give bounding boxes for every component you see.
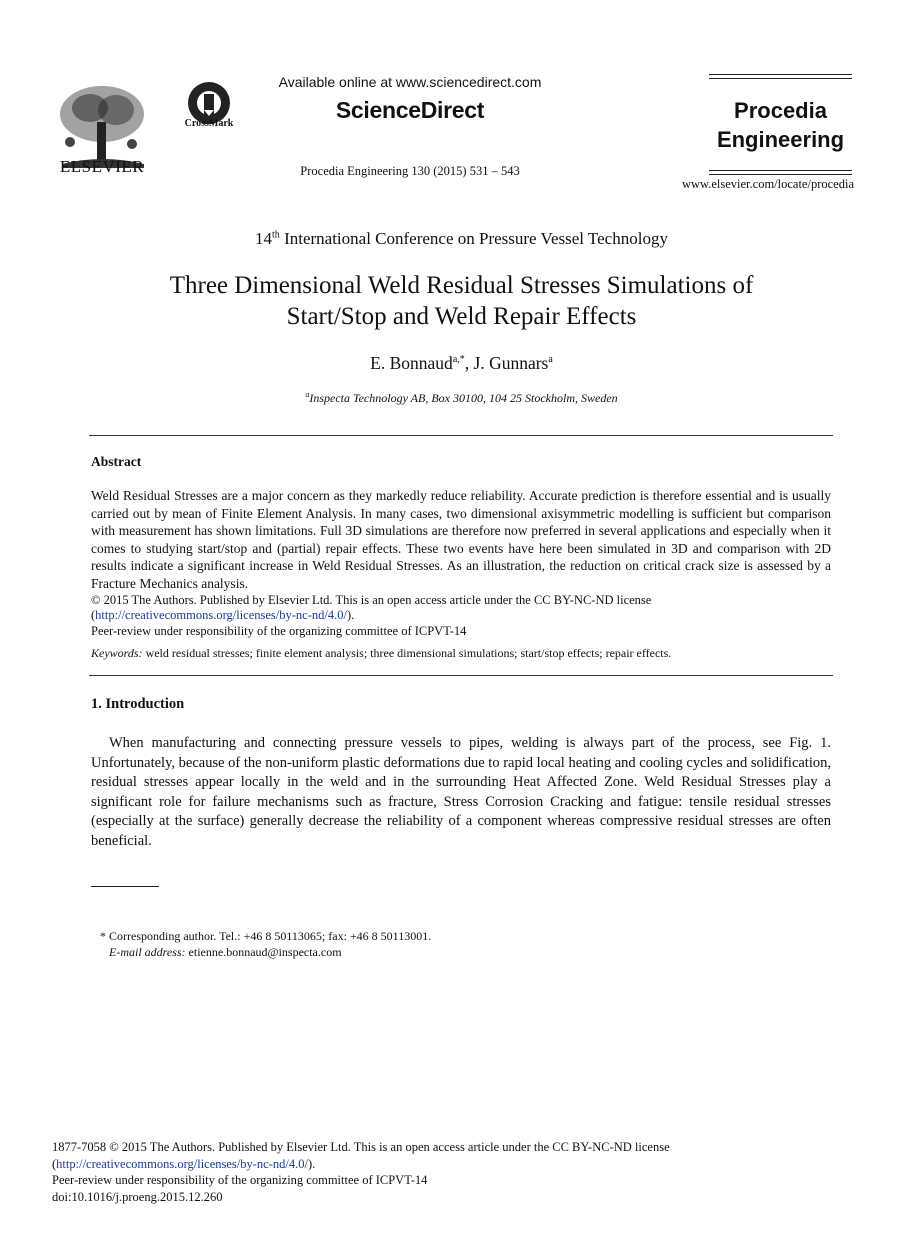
journal-url[interactable]: www.elsevier.com/locate/procedia [681,177,854,191]
email-link[interactable]: etienne.bonnaud@inspecta.com [185,945,342,959]
license-link[interactable]: http://creativecommons.org/licenses/by-nc-nd/4.0/ [95,608,347,622]
doi[interactable]: doi:10.1016/j.proeng.2015.12.260 [52,1189,223,1204]
paper-title: Three Dimensional Weld Residual Stresses Simulations of Start/Stop and Weld Repair Effects [169,272,754,330]
affiliation: $^a$Inspecta Technology AB, Box 30100, 104 25 Stockholm, Sweden [305,390,618,405]
section-body: When manufacturing and connecting pressure vessels to pipes, welding is always part of the process, see Fig. 1. Unfortunately, because of the non-uniform plastic deformations due to rapid local heating and cooling cycles and solidification, residual stresses appear locally in the weld and in the surrounding Heat Affected Zone. Weld Residual Stresses play a significant role for failure mechanisms such as fracture, Stress Corrosion Cracking and fatigue: tensile residual stresses (especially at the surface) generally decrease the reliability of a component whereas compressive residual stresses are often beneficial. [91,735,831,849]
author-list: E. Bonnaud$^{a,*}$, J. Gunnars$^a$ [370,353,553,373]
journal-title: Procedia Engineering [716,98,845,152]
available-online-text: Available online at www.sciencedirect.com [278,74,542,90]
license-statement: © 2015 The Authors. Published by Elsevier Ltd. This is an open access article under the CC BY-NC-ND license (http://creativecommons.org/licenses/by-nc-nd/4.0/). [91,593,652,622]
author-name: E. Bonnaud [370,353,453,373]
section-heading: 1. Introduction [91,696,185,712]
corresponding-author-link[interactable]: * [459,354,465,366]
peer-review-statement: Peer-review under responsibility of the organizing committee of ICPVT-14 [91,624,467,638]
abstract-heading: Abstract [91,454,142,469]
crossmark-label: CrossMark [184,118,234,129]
journal-reference: Procedia Engineering 130 (2015) 531 – 543 [300,164,520,178]
abstract-body: Weld Residual Stresses are a major concern as they markedly reduce reliability. Accurate prediction is therefore essential and is usually carried out by mean of Finite Element Analysis. In many cases, two dimensional axisymmetric modelling is sufficient but comparison with measurement has shown limitations. Full 3D simulations are therefore now preferred in several applications and especially when it comes to studying start/stop and (partial) repair effects. These two events have here been simulated in 3D and comparison with 2D results indicate a significant increase in Weld Residual Stresses. As an illustration, the reduction on critical crack size is assessed by a Fracture Mechanics analysis. [91,488,831,591]
publisher-name: ELSEVIER [59,157,145,176]
keywords: Keywords: weld residual stresses; finite element analysis; three dimensional simulations; start/stop effects; repair effects. [91,646,672,660]
conference-name: 14th International Conference on Pressure Vessel Technology [255,229,668,248]
corresponding-author-note: * Corresponding author. Tel.: +46 8 50113065; fax: +46 8 50113001. [100,929,432,943]
footnote-divider [91,886,159,887]
email-note: E-mail address: etienne.bonnaud@inspecta.com [109,945,342,959]
divider [89,675,833,676]
journal-masthead [709,74,852,178]
sciencedirect-wordmark: ScienceDirect [335,97,485,123]
author-name: J. Gunnars [473,353,549,373]
page-footer: 1877-7058 © 2015 The Authors. Published by Elsevier Ltd. This is an open access article under the CC BY-NC-ND license (http://creativecommons.org/licenses/by-nc-nd/4.0/). Peer-review under responsibility of the organizing committee of ICPVT-14 doi:10.1016/j.proeng.2015.12.260 [52,1139,872,1205]
footer-license-link[interactable]: http://creativecommons.org/licenses/by-nc-nd/4.0/ [56,1156,308,1171]
divider [89,435,833,436]
